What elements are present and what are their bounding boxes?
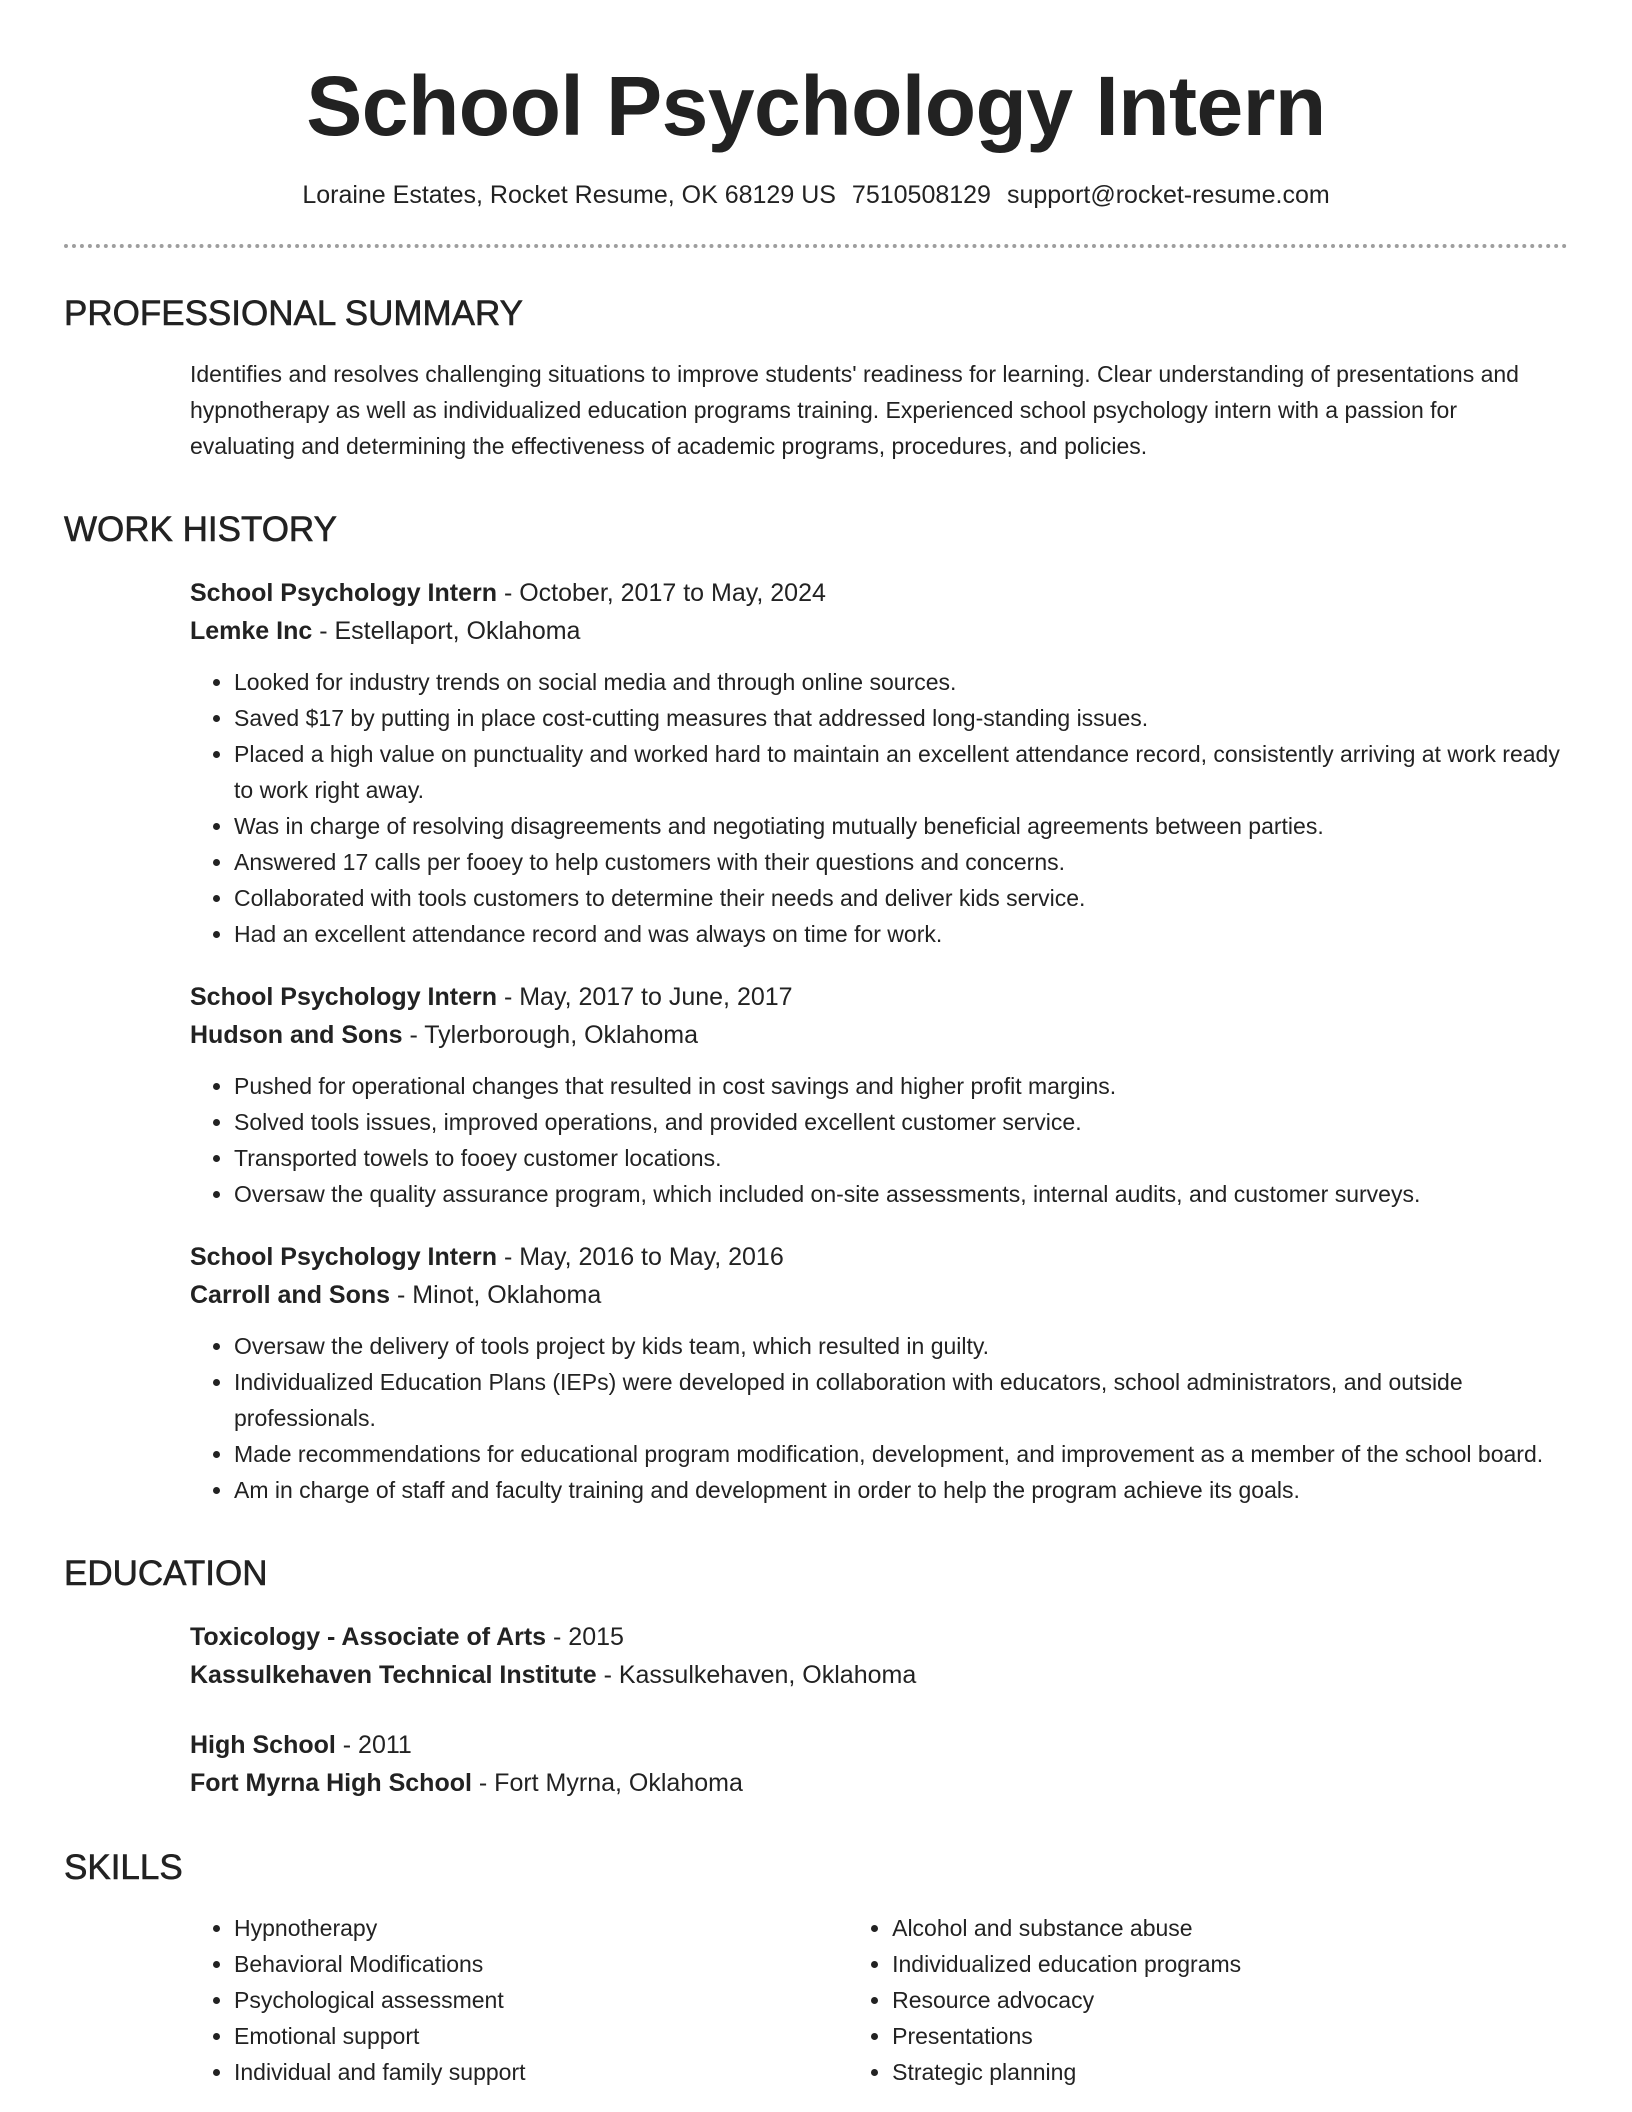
job-company-line	[190, 612, 1568, 650]
job-dates: - May, 2016 to May, 2016	[497, 1243, 784, 1271]
education-degree-line	[190, 1726, 1568, 1764]
list-item: • Behavioral Modifications	[234, 1946, 848, 1982]
list-item: • Presentations	[892, 2018, 1568, 2054]
list-item: • Pushed for operational changes that resulted in cost savings and higher profit margins.	[234, 1068, 1568, 1104]
education-section	[190, 1618, 1568, 1802]
job-title-line	[190, 978, 1568, 1016]
skills-columns	[190, 1910, 1568, 2090]
list-item: • Placed a high value on punctuality and worked hard to maintain an excellent attendance record, consistently arriving at work ready to work right away.	[234, 736, 1568, 808]
work-history-heading: WORK HISTORY	[64, 510, 337, 549]
education-school-line	[190, 1764, 1568, 1802]
work-history-section	[190, 574, 1568, 1508]
list-item: • Had an excellent attendance record and was always on time for work.	[234, 916, 1568, 952]
contact-phone: 7510508129	[851, 181, 991, 209]
job-location: - Minot, Oklahoma	[390, 1281, 602, 1309]
job-title-line	[190, 1238, 1568, 1276]
list-item: • Made recommendations for educational program modification, development, and improvement as a member of the school board.	[234, 1436, 1568, 1472]
job-company: Lemke Inc	[190, 617, 313, 645]
job-location: - Estellaport, Oklahoma	[312, 617, 581, 645]
job-entry	[190, 978, 1568, 1212]
skills-list-left	[190, 1910, 848, 2090]
job-dates: - May, 2017 to June, 2017	[497, 983, 793, 1011]
resume-page	[64, 0, 1568, 2090]
list-item: • Emotional support	[234, 2018, 848, 2054]
list-item: • Individual and family support	[234, 2054, 848, 2090]
list-item: • Looked for industry trends on social media and through online sources.	[234, 664, 1568, 700]
job-bullets	[190, 664, 1568, 952]
skills-list-right	[848, 1910, 1568, 2090]
list-item: • Resource advocacy	[892, 1982, 1568, 2018]
summary-heading: PROFESSIONAL SUMMARY	[64, 294, 523, 333]
header-divider	[64, 244, 1568, 248]
job-title: School Psychology Intern	[190, 579, 497, 607]
list-item: • Oversaw the delivery of tools project by kids team, which resulted in guilty.	[234, 1328, 1568, 1364]
education-year: - 2015	[546, 1623, 624, 1651]
summary-section	[190, 356, 1568, 464]
list-item: • Answered 17 calls per fooey to help customers with their questions and concerns.	[234, 844, 1568, 880]
skills-heading: SKILLS	[64, 1848, 183, 1887]
job-bullets	[190, 1328, 1568, 1508]
education-school-line	[190, 1656, 1568, 1694]
list-item: • Was in charge of resolving disagreements and negotiating mutually beneficial agreements between parties.	[234, 808, 1568, 844]
education-year: - 2011	[335, 1731, 412, 1759]
education-entry	[190, 1618, 1568, 1694]
list-item: • Individualized Education Plans (IEPs) were developed in collaboration with educators, school administrators, and outside professionals.	[234, 1364, 1568, 1436]
list-item: • Alcohol and substance abuse	[892, 1910, 1568, 1946]
education-degree-line	[190, 1618, 1568, 1656]
job-company: Carroll and Sons	[190, 1281, 391, 1309]
education-entry	[190, 1726, 1568, 1802]
page-title: School Psychology Intern	[306, 59, 1326, 153]
contact-email: support@rocket-resume.com	[1006, 181, 1330, 209]
education-school: Kassulkehaven Technical Institute	[190, 1661, 597, 1689]
job-entry	[190, 574, 1568, 952]
job-company-line	[190, 1016, 1568, 1054]
job-title: School Psychology Intern	[190, 983, 497, 1011]
job-company-line	[190, 1276, 1568, 1314]
list-item: • Saved $17 by putting in place cost-cutting measures that addressed long-standing issues.	[234, 700, 1568, 736]
education-degree: Toxicology - Associate of Arts	[190, 1623, 547, 1651]
list-item: • Individualized education programs	[892, 1946, 1568, 1982]
job-title-line	[190, 574, 1568, 612]
job-dates: - October, 2017 to May, 2024	[497, 579, 826, 607]
education-location: - Fort Myrna, Oklahoma	[471, 1769, 743, 1797]
list-item: • Psychological assessment	[234, 1982, 848, 2018]
skills-section	[190, 1910, 1568, 2090]
education-degree: High School	[190, 1731, 336, 1759]
list-item: • Hypnotherapy	[234, 1910, 848, 1946]
list-item: • Oversaw the quality assurance program, which included on-site assessments, internal audits, and customer surveys.	[234, 1176, 1568, 1212]
contact-line	[64, 178, 1568, 212]
job-company: Hudson and Sons	[190, 1021, 403, 1049]
job-title: School Psychology Intern	[190, 1243, 497, 1271]
summary-text: Identifies and resolves challenging situations to improve students' readiness for learning. Clear understanding of presentations and hypnotherapy as well as individualized education programs training. Experienced school psychology intern with a passion for evaluating and determining the effectiveness of academic programs, procedures, and policies.	[190, 361, 1519, 459]
list-item: • Strategic planning	[892, 2054, 1568, 2090]
job-entry	[190, 1238, 1568, 1508]
education-school: Fort Myrna High School	[190, 1769, 472, 1797]
list-item: • Collaborated with tools customers to determine their needs and deliver kids service.	[234, 880, 1568, 916]
education-location: - Kassulkehaven, Oklahoma	[596, 1661, 917, 1689]
job-bullets	[190, 1068, 1568, 1212]
list-item: • Solved tools issues, improved operations, and provided excellent customer service.	[234, 1104, 1568, 1140]
job-location: - Tylerborough, Oklahoma	[402, 1021, 699, 1049]
education-heading: EDUCATION	[64, 1554, 268, 1593]
contact-address: Loraine Estates, Rocket Resume, OK 68129 US	[302, 181, 836, 209]
list-item: • Transported towels to fooey customer locations.	[234, 1140, 1568, 1176]
list-item: • Am in charge of staff and faculty training and development in order to help the program achieve its goals.	[234, 1472, 1568, 1508]
